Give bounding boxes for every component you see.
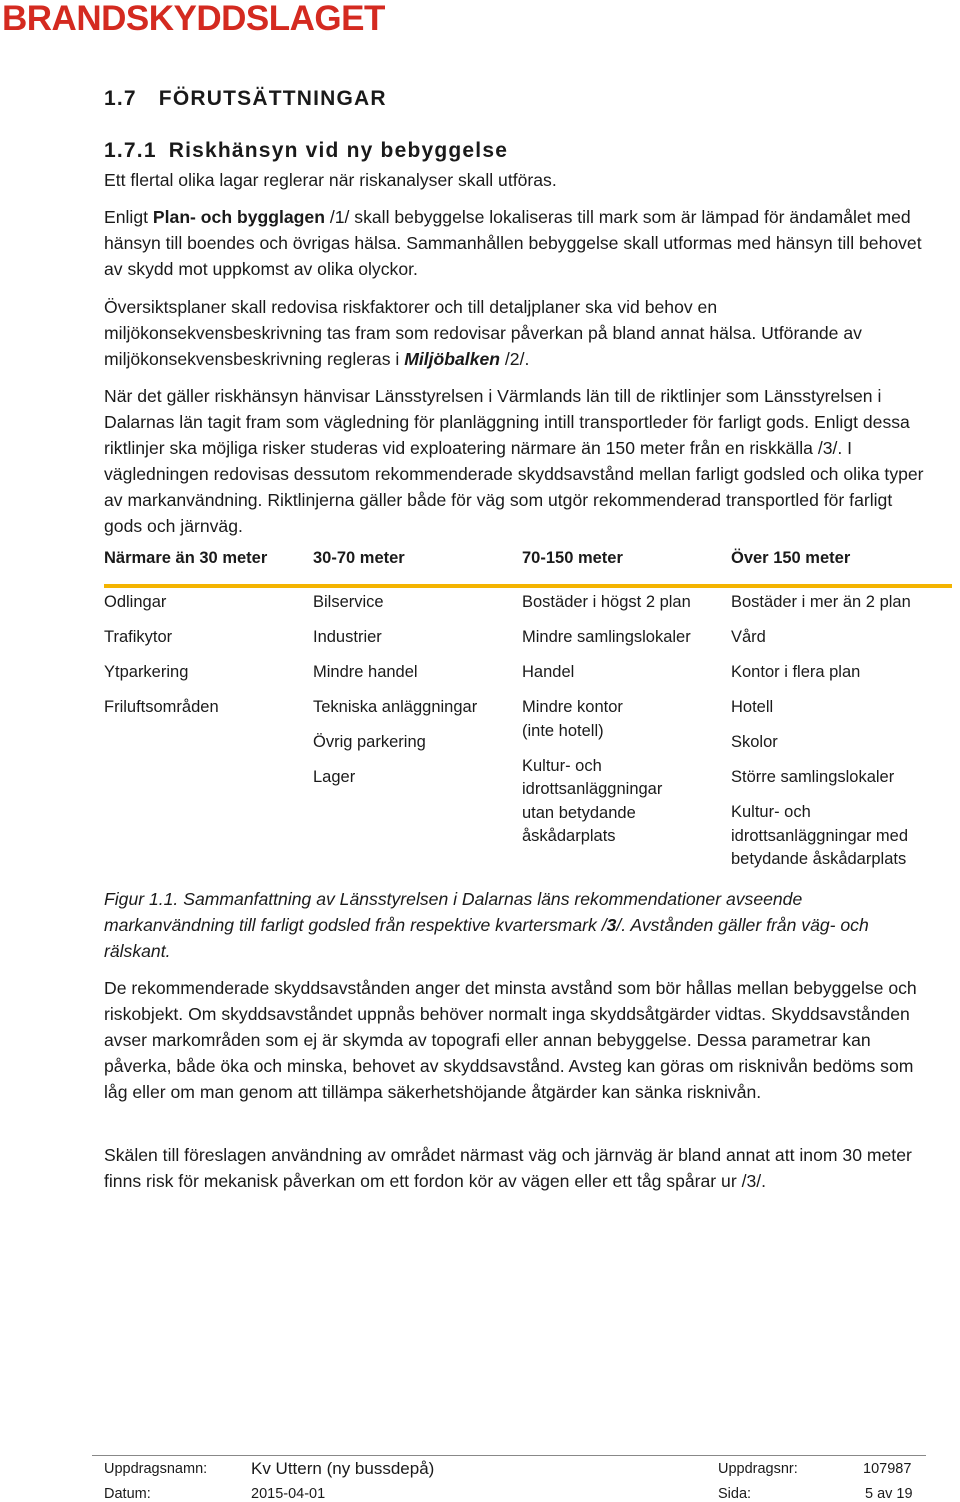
table-cell: Industrier — [313, 628, 382, 646]
page-footer — [104, 1455, 926, 1502]
table-cell: Mindre kontor (inte hotell) — [522, 698, 623, 740]
table-cell: Handel — [522, 663, 575, 681]
law-name-pbl: Plan- och bygglagen — [152, 207, 325, 227]
para2-text-post: /2/. — [500, 349, 530, 369]
table-header-cell: Närmare än 30 meter — [104, 549, 268, 567]
distance-table-body — [104, 591, 954, 881]
caption-text-post: /. Avstånden gäller från väg- och rälskant. — [104, 915, 869, 961]
table-column-70-150 — [522, 591, 692, 860]
table-header-cell: 30-70 meter — [313, 549, 405, 567]
paragraph-skyddsavstand: De rekommenderade skyddsavstånden anger det minsta avstånd som bör hållas mellan bebyggelse och riskobjekt. Om skyddsavståndet uppnås behöver normalt inga skyddsåtgärder vidtas. Skyddsavstånden avser markområden som ej är skymda av topografi eller annan bebyggelse. Dessa parametrar kan påverka, både öka och minska, behovet av skyddsavstånd. Avsteg kan göras om risknivån bedöms som låg eller om man genom att tillämpa säkerhetshöjande åtgärder kan sänka risknivån. — [104, 978, 917, 1102]
table-cell: Hotell — [731, 698, 774, 716]
footer-datum-value: 2015-04-01 — [251, 1486, 326, 1502]
table-cell: Mindre samlingslokaler — [522, 628, 691, 646]
footer-datum-label: Datum: — [104, 1486, 151, 1502]
table-cell: Friluftsområden — [104, 698, 219, 716]
table-cell: Kontor i flera plan — [731, 663, 861, 681]
table-header-cell: 70-150 meter — [522, 549, 623, 567]
table-cell: Bostäder i mer än 2 plan — [731, 593, 911, 611]
brand-logo: BRANDSKYDDSLAGET — [2, 0, 385, 38]
paragraph-plan-och-bygglagen — [104, 204, 934, 282]
footer-uppdragsnr-value: 107987 — [863, 1461, 912, 1477]
intro-paragraph: Ett flertal olika lagar reglerar när riskanalyser skall utföras. — [104, 170, 557, 190]
table-cell: Bostäder i högst 2 plan — [522, 593, 691, 611]
paragraph-riskhansyn: När det gäller riskhänsyn hänvisar Länsstyrelsen i Värmlands län till de riktlinjer som Länsstyrelsen i Dalarnas län tagit fram som vägledning för planläggning intill transportleder för farligt gods. Enligt dessa riktlinjer ska möjliga risker studeras vid exploatering närmare än 150 meter från en riskkälla /3/. I vägledningen redovisas dessutom rekommenderade skyddsavstånd mellan farligt godsled och olika typer av markanvändning. Riktlinjerna gäller både för väg som utgör rekommenderad transportled för farligt gods och järnväg. — [104, 386, 924, 536]
section-heading — [104, 87, 387, 111]
table-cell: Skolor — [731, 733, 778, 751]
table-column-under-30 — [104, 591, 309, 731]
table-cell: Ytparkering — [104, 663, 189, 681]
caption-text-pre: Figur 1.1. Sammanfattning av Länsstyrelsen i Dalarnas läns rekommendationer avseende markanvändning till farligt godsled från respektive kvartersmark / — [104, 889, 803, 935]
law-name-miljobalken: Miljöbalken — [404, 349, 501, 369]
section-title: FÖRUTSÄTTNINGAR — [158, 87, 387, 110]
table-cell: Tekniska anläggningar — [313, 698, 478, 716]
footer-uppdragsnamn-label: Uppdragsnamn: — [104, 1461, 208, 1477]
section-number: 1.7 — [104, 87, 137, 110]
para2-text-pre: Översiktsplaner skall redovisa riskfaktorer och till detaljplaner ska vid behov en miljökonsekvensbeskrivning tas fram som redovisar påverkan på bland annat hälsa. Utförande av miljökonsekvensbeskrivning regleras i — [104, 297, 862, 369]
table-cell: Lager — [313, 768, 356, 786]
table-cell: Bilservice — [313, 593, 384, 611]
subsection-number: 1.7.1 — [104, 139, 157, 162]
footer-uppdragsnr-label: Uppdragsnr: — [718, 1461, 798, 1477]
table-cell: Vård — [731, 628, 766, 646]
table-cell: Kultur- och idrottsanläggningar med betydande åskådarplats — [731, 803, 909, 868]
table-column-30-70 — [313, 591, 518, 801]
table-cell: Mindre handel — [313, 663, 418, 681]
table-cell: Trafikytor — [104, 628, 173, 646]
subsection-title: Riskhänsyn vid ny bebyggelse — [168, 139, 509, 162]
table-column-over-150 — [731, 591, 946, 883]
table-cell: Större samlingslokaler — [731, 768, 895, 786]
footer-uppdragsnamn-value: Kv Uttern (ny bussdepå) — [251, 1459, 435, 1478]
table-cell: Övrig parkering — [313, 733, 426, 751]
footer-sida-value: 5 av 19 — [865, 1486, 913, 1502]
para1-text-pre: Enligt — [104, 207, 153, 227]
paragraph-skalen: Skälen till föreslagen användning av området närmast väg och järnväg är bland annat att inom 30 meter finns risk för mekanisk påverkan om ett fordon kör av vägen eller ett tåg spårar ur /3/. — [104, 1145, 912, 1191]
para1-text-post: /1/ skall bebyggelse lokaliseras till mark som är lämpad för ändamålet med hänsyn till boendes och övrigas hälsa. Sammanhållen bebyggelse skall utformas med hänsyn till behovet av skydd mot uppkomst av olika olyckor. — [104, 207, 922, 279]
table-cell: Odlingar — [104, 593, 167, 611]
footer-sida-label: Sida: — [718, 1486, 752, 1502]
table-header-rule — [104, 584, 952, 588]
table-header-cell: Över 150 meter — [731, 549, 851, 567]
caption-ref: 3 — [606, 915, 617, 935]
subsection-heading — [104, 139, 508, 163]
paragraph-oversiktsplaner — [104, 294, 934, 372]
table-cell: Kultur- och idrottsanläggningar utan betydande åskådarplats — [522, 756, 663, 845]
figure-caption — [104, 886, 934, 964]
